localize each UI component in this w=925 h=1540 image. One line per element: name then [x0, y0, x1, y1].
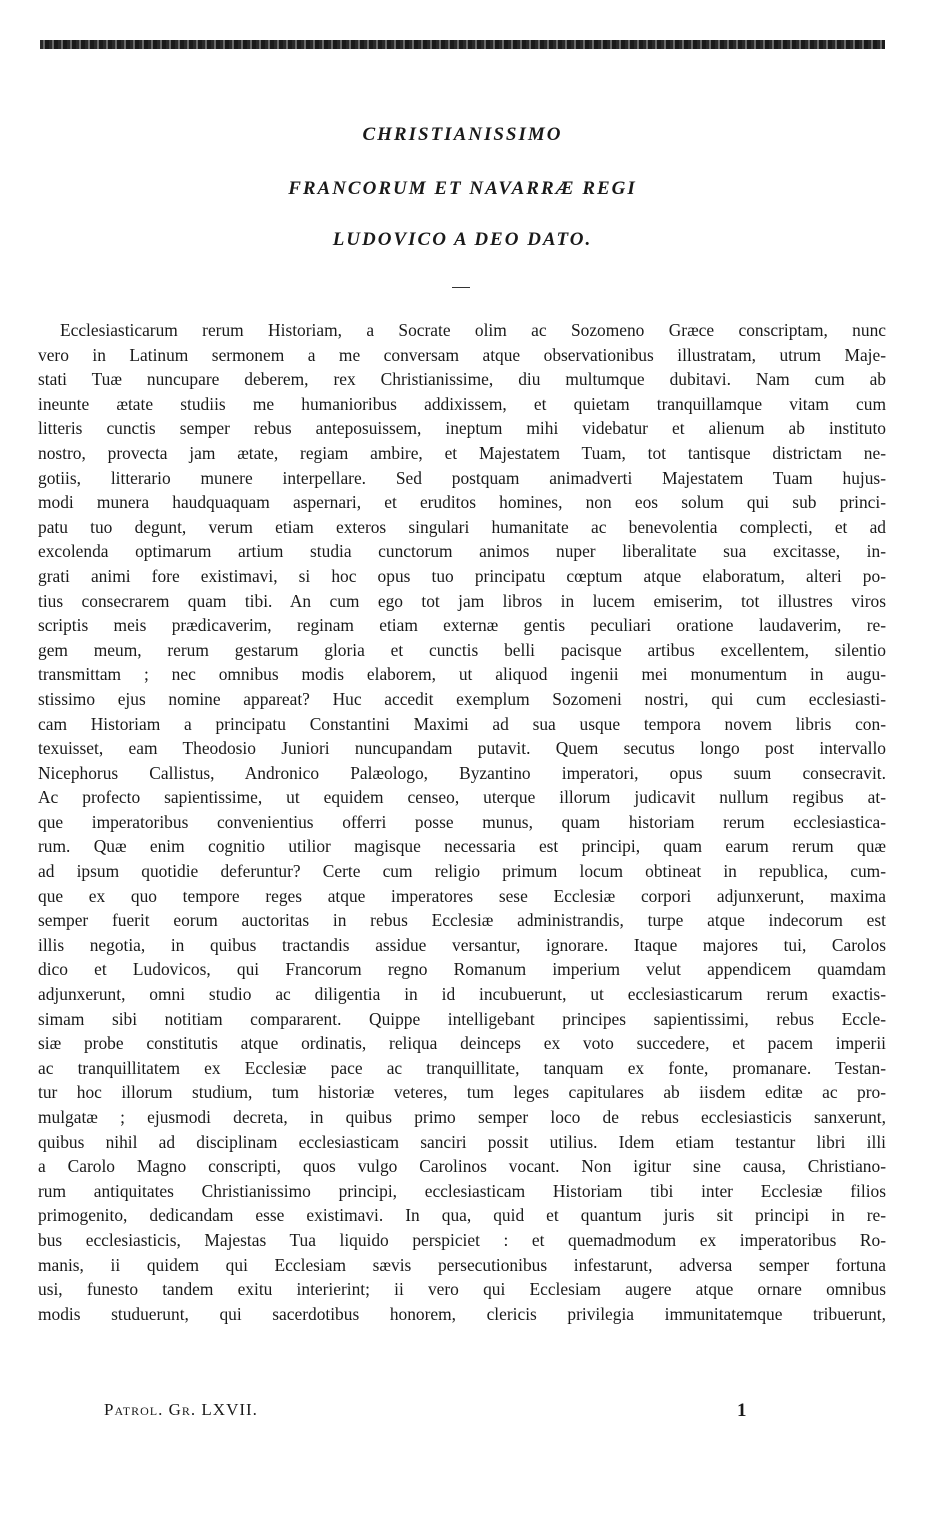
body-line: nostro, provecta jam ætate, regiam ambire, et Majestatem Tuam, tot tantisque districtam ne- [38, 442, 886, 463]
body-line: patu tuo degunt, verum etiam exteros singulari humanitate ac benevolentia complecti, et ad [38, 516, 886, 537]
body-line: rum. Quæ enim cognitio utilior magisque necessaria est principi, quam earum rerum quæ [38, 836, 886, 857]
body-line: quibus nihil ad disciplinam ecclesiasticam sanciri possit utilius. Idem etiam testantur libri illi [38, 1131, 886, 1152]
dedication-line-1: CHRISTIANISSIMO [362, 124, 563, 145]
body-line: que imperatoribus convenientius offerri posse munus, quam historiam rerum ecclesiastica- [38, 811, 886, 832]
body-line: scriptis meis prædicaverim, reginam etiam externæ gentis peculiari oratione laudaverim, re- [38, 615, 886, 636]
body-line: tur hoc illorum studium, tum historiæ veteres, tum leges capitulares ab iisdem editæ ac pro- [38, 1082, 886, 1103]
body-line: tius consecrarem quam tibi. An cum ego tot jam libros in lucem emiserim, tot illustres viros [38, 590, 886, 611]
body-line: modis studuerunt, qui sacerdotibus honorem, clericis privilegia immunitatemque tribuerunt, [38, 1303, 886, 1324]
body-line: illis negotia, in quibus tractandis assidue versantur, ignorare. Itaque majores tui, Carolos [38, 934, 886, 955]
body-line: primogenito, dedicandam esse existimavi. In qua, quid et quantum juris sit principi in re- [38, 1205, 886, 1226]
footer-page-number: 1 [737, 1400, 747, 1421]
dedication-line-3: LUDOVICO A DEO DATO. [332, 229, 593, 250]
body-line: excolenda optimarum artium studia cunctorum animos nuper liberalitate sua excitasse, in- [38, 541, 886, 562]
body-line: stati Tuæ nuncupare deberem, rex Christianissime, diu multumque dubitavi. Nam cum ab [38, 369, 886, 390]
page-footer [0, 1400, 925, 1430]
body-line: ad ipsum quotidie deferuntur? Certe cum religio primum locum obtineat in republica, cum- [38, 861, 886, 882]
body-line: a Carolo Magno conscripti, quos vulgo Carolinos vocant. Non igitur sine causa, Christiano- [38, 1156, 886, 1177]
body-line: grati animi fore existimavi, si hoc opus tuo principatu cœptum atque elaboratum, alteri po- [38, 565, 886, 586]
top-decorative-rule [40, 40, 885, 49]
body-line: gem meum, rerum gestarum gloria et cunctis belli pacisque artibus excellentem, silentio [38, 639, 886, 660]
body-line: simam sibi notitiam compararent. Quippe intelligebant principes sapientissimi, rebus Eccle- [38, 1008, 886, 1029]
body-line: ac tranquillitatem ex Ecclesiæ pace ac tranquillitate, tanquam ex fonte, promanare. Testan- [38, 1057, 886, 1078]
body-line: siæ probe constitutis atque ordinatis, reliqua deinceps ex voto succedere, et pacem imperii [38, 1033, 886, 1054]
body-line: bus ecclesiasticis, Majestas Tua liquido perspiciet : et quemadmodum ex imperatoribus Ro- [38, 1229, 886, 1250]
body-line: litteris cunctis semper rebus anteposuissem, ineptum mihi videbatur et alienum ab instituto [38, 418, 886, 439]
body-line: dico et Ludovicos, qui Francorum regno Romanum imperium velut appendicem quamdam [38, 959, 886, 980]
body-line: ineunte ætate studiis me humanioribus addixissem, et quietam tranquillamque vitam cum [38, 393, 886, 414]
body-line: Nicephorus Callistus, Andronico Palæologo, Byzantino imperatori, opus suum consecravit. [38, 762, 886, 783]
body-line: Ecclesiasticarum rerum Historiam, a Socrate olim ac Sozomeno Græce conscriptam, nunc [60, 320, 886, 340]
body-line: mulgatæ ; ejusmodi decreta, in quibus primo semper loco de rebus ecclesiasticis sanxerunt, [38, 1107, 886, 1127]
body-line: Ac profecto sapientissime, ut equidem censeo, uterque illorum judicavit nullum regibus at- [38, 787, 886, 808]
body-line: rum antiquitates Christianissimo principi, ecclesiasticam Historiam tibi inter Ecclesiæ filios [38, 1180, 886, 1201]
section-divider [452, 287, 470, 288]
body-line: transmittam ; nec omnibus modis elaborem, ut aliquod ingenii mei monumentum in augu- [38, 664, 886, 685]
dedication-line-2: FRANCORUM ET NAVARRÆ REGI [288, 178, 637, 199]
body-line: modi munera haudquaquam aspernari, et eruditos homines, non eos solum qui sub princi- [38, 492, 886, 513]
body-line: que ex quo tempore reges atque imperatores sese Ecclesiæ corpori adjunxerunt, maxima [38, 885, 886, 906]
body-line: gotiis, litterario munere interpellare. Sed postquam animadverti Majestatem Tuam hujus- [38, 467, 886, 488]
footer-volume-reference: Patrol. Gr. LXVII. [104, 1400, 258, 1419]
body-line: adjunxerunt, omni studio ac diligentia in id incubuerunt, ut ecclesiasticarum rerum exactis- [38, 984, 886, 1005]
body-line: usi, funesto tandem exitu interierint; ii vero qui Ecclesiam augere atque ornare omnibus [38, 1279, 886, 1300]
body-line: vero in Latinum sermonem a me conversam atque observationibus illustratam, utrum Maje- [38, 344, 886, 365]
body-line: stissimo ejus nomine appareat? Huc accedit exemplum Sozomeni nostri, qui cum ecclesiasti- [38, 688, 886, 709]
body-line: manis, ii quidem qui Ecclesiam sævis persecutionibus infestarunt, adversa semper fortuna [38, 1254, 886, 1275]
dedication-body-text [38, 318, 886, 1326]
body-line: cam Historiam a principatu Constantini Maximi ad sua usque tempora novem libris con- [38, 713, 886, 734]
body-line: semper fuerit eorum auctoritas in rebus Ecclesiæ administrandis, turpe atque indecorum est [38, 910, 886, 931]
body-line: texuisset, eam Theodosio Juniori nuncupandam putavit. Quem secutus longo post intervallo [38, 738, 886, 759]
